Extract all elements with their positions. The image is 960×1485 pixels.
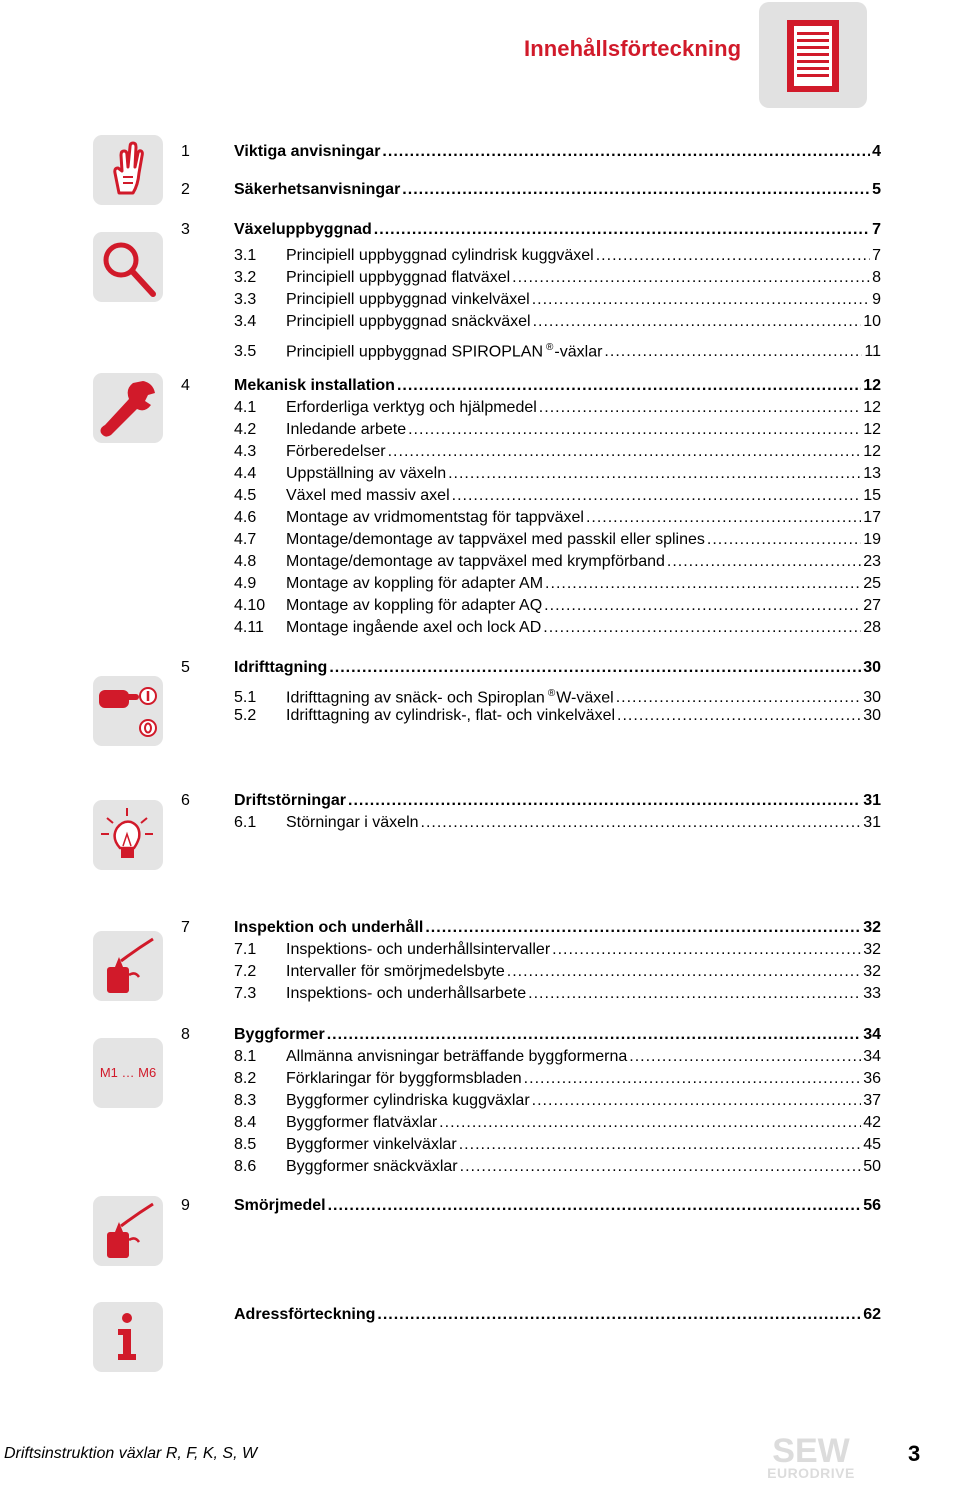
toc-section <box>181 1024 881 1178</box>
toc-subentry[interactable]: 4.9 Montage av koppling för adapter AM ..... 25 <box>181 573 881 595</box>
toc-section <box>181 179 881 205</box>
sew-eurodrive-logo <box>757 1428 865 1480</box>
toc-entry[interactable]: 4 Mekanisk installation ..... 12 <box>181 375 881 397</box>
toc-subentry[interactable]: 4.5 Växel med massiv axel ..... 15 <box>181 485 881 507</box>
toc-subentry[interactable]: 4.7 Montage/demontage av tappväxel med passkil eller splines ..... 19 <box>181 529 881 551</box>
toc-subentry[interactable]: 4.8 Montage/demontage av tappväxel med krympförband ..... 23 <box>181 551 881 573</box>
mounting-positions-icon: M1 … M6 <box>93 1038 163 1108</box>
toc-entry[interactable]: 6 Driftstörningar ..... 31 <box>181 790 881 812</box>
toc-subentry[interactable]: 7.1 Inspektions- och underhållsintervaller ..... 32 <box>181 939 881 961</box>
toc-subentry[interactable]: 5.2 Idrifttagning av cylindrisk-, flat- och vinkelväxel ..... 30 <box>181 705 881 727</box>
wrench-icon <box>93 373 163 443</box>
toc-entry[interactable]: 5 Idrifttagning ..... 30 <box>181 657 881 679</box>
toc-subentry[interactable]: 7.2 Intervaller för smörjmedelsbyte ..... 32 <box>181 961 881 983</box>
toc-subentry[interactable]: 3.2 Principiell uppbyggnad flatväxel ..... 8 <box>181 267 881 289</box>
oil-can-icon <box>93 1196 163 1266</box>
footer-document-title: Driftsinstruktion växlar R, F, K, S, W <box>4 1445 258 1462</box>
page-title: Innehållsförteckning <box>524 36 742 61</box>
toc-subentry[interactable]: 5.1 Idrifttagning av snäck- och Spiroplan ®W-växel ..... 30 <box>181 683 881 705</box>
svg-text:EURODRIVE: EURODRIVE <box>767 1465 855 1480</box>
toc-entry[interactable]: Adressförteckning ..... 62 <box>181 1304 881 1326</box>
toc-subentry[interactable]: 6.1 Störningar i växeln ..... 31 <box>181 812 881 834</box>
toc-section <box>181 790 881 834</box>
toc-entry[interactable]: 1 Viktiga anvisningar ..... 4 <box>181 141 881 163</box>
document-icon <box>759 2 867 108</box>
magnifier-icon <box>93 232 163 302</box>
toc-subentry[interactable]: 3.5 Principiell uppbyggnad SPIROPLAN ®-växlar ..... 11 <box>181 337 881 359</box>
toc-subentry[interactable]: 3.3 Principiell uppbyggnad vinkelväxel ..... 9 <box>181 289 881 311</box>
toc-entry[interactable]: 8 Byggformer ..... 34 <box>181 1024 881 1046</box>
toc-subentry[interactable]: 4.4 Uppställning av växeln ..... 13 <box>181 463 881 485</box>
oil-can-icon <box>93 931 163 1001</box>
toc-section <box>181 657 881 727</box>
toc-subentry[interactable]: 3.4 Principiell uppbyggnad snäckväxel ..... 10 <box>181 311 881 333</box>
raised-finger-icon <box>93 135 163 205</box>
toc-subentry[interactable]: 8.4 Byggformer flatväxlar ..... 42 <box>181 1112 881 1134</box>
toc-entry[interactable]: 9 Smörjmedel ..... 56 <box>181 1195 881 1217</box>
toc-subentry[interactable]: 4.2 Inledande arbete ..... 12 <box>181 419 881 441</box>
toc-entry[interactable]: 2 Säkerhetsanvisningar ..... 5 <box>181 179 881 201</box>
page-number: 3 <box>908 1441 921 1466</box>
toc-subentry[interactable]: 8.2 Förklaringar för byggformsbladen ..... 36 <box>181 1068 881 1090</box>
toc-subentry[interactable]: 4.6 Montage av vridmomentstag för tappväxel ..... 17 <box>181 507 881 529</box>
toc-subentry[interactable]: 4.3 Förberedelser ..... 12 <box>181 441 881 463</box>
toc-section <box>181 1195 881 1221</box>
toc-subentry[interactable]: 8.6 Byggformer snäckväxlar ..... 50 <box>181 1156 881 1178</box>
toc-subentry[interactable]: 7.3 Inspektions- och underhållsarbete ..... 33 <box>181 983 881 1005</box>
toc-section <box>181 375 881 639</box>
toc-subentry[interactable]: 4.10 Montage av koppling för adapter AQ ..... 27 <box>181 595 881 617</box>
toc-subentry[interactable]: 8.3 Byggformer cylindriska kuggväxlar ..... 37 <box>181 1090 881 1112</box>
toc-subentry[interactable]: 8.1 Allmänna anvisningar beträffande byggformerna ..... 34 <box>181 1046 881 1068</box>
toc-entry[interactable]: 7 Inspektion och underhåll ..... 32 <box>181 917 881 939</box>
toc-section <box>181 917 881 1005</box>
toc-subentry[interactable]: 3.1 Principiell uppbyggnad cylindrisk kuggväxel ..... 7 <box>181 245 881 267</box>
toc-subentry[interactable]: 4.1 Erforderliga verktyg och hjälpmedel ..... 12 <box>181 397 881 419</box>
toc-section <box>181 1304 881 1330</box>
lightbulb-icon <box>93 800 163 870</box>
svg-text:SEW: SEW <box>772 1432 850 1470</box>
info-icon <box>93 1302 163 1372</box>
toc-section <box>181 219 881 359</box>
toc-subentry[interactable]: 4.11 Montage ingående axel och lock AD ..... 28 <box>181 617 881 639</box>
toc-entry[interactable]: 3 Växeluppbyggnad ..... 7 <box>181 219 881 241</box>
start-stop-hand-icon <box>93 676 163 746</box>
toc-section <box>181 141 881 167</box>
toc-subentry[interactable]: 8.5 Byggformer vinkelväxlar ..... 45 <box>181 1134 881 1156</box>
